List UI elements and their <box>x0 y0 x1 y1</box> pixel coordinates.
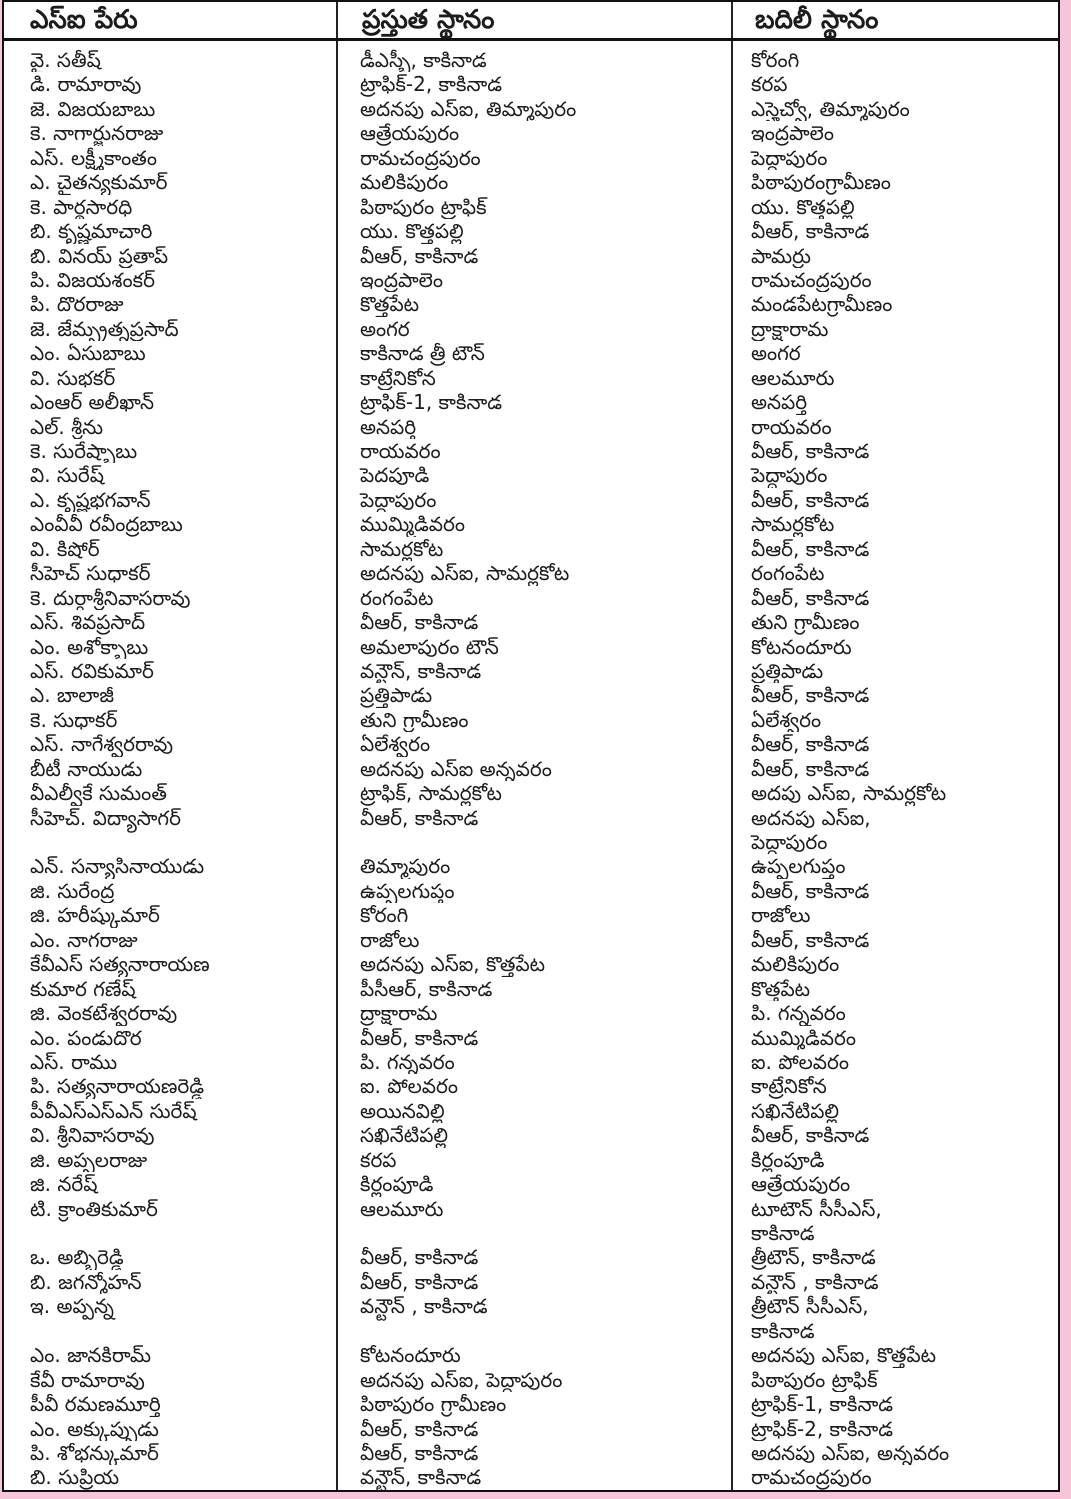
new-post-cell: అదనపు ఎస్ఐ, అన్నవరం <box>751 1440 950 1465</box>
new-post-cell: ప్రత్తిపాడు <box>751 658 824 683</box>
current-post-cell: కాట్రేనికోన <box>360 365 436 390</box>
new-post-cell: తుని గ్రామీణం <box>751 610 860 635</box>
current-post-cell: ట్రాఫిక్, సామర్లకోట <box>360 781 502 806</box>
table-row <box>4 1026 1058 1050</box>
current-post-cell: వీఆర్, కాకినాడ <box>360 1025 479 1050</box>
table-row <box>4 1368 1058 1392</box>
new-post-cell: త్రీటౌన్ సీసీఎస్, కాకినాడ <box>751 1294 869 1343</box>
si-name-cell: ఎస్. శివప్రసాద్ <box>30 610 146 635</box>
current-post-cell: ఆత్రేయపురం <box>360 121 460 146</box>
si-name-cell: కె. దుర్గాశ్రీనివాసరావు <box>30 585 191 610</box>
current-post-cell: పిఠాపురం గ్రామీణం <box>360 1392 507 1417</box>
new-post-cell: పిఠాపురంగ్రామీణం <box>751 170 891 195</box>
current-post-cell: యు. కొత్తపల్లి <box>360 219 464 244</box>
si-name-cell: ఎం. అశోక్బాబు <box>30 634 149 659</box>
si-name-cell: వి. కిషోర్ <box>30 536 100 561</box>
current-post-cell: సామర్లకోట <box>360 536 444 561</box>
new-post-cell: ఐ. పోలవరం <box>751 1049 850 1074</box>
new-post-cell: మండపేటగ్రామీణం <box>751 292 893 317</box>
table-row <box>4 1441 1058 1465</box>
table-row <box>4 366 1058 390</box>
current-post-cell: అమలాపురం టౌన్ <box>360 634 499 659</box>
table-row <box>4 244 1058 268</box>
si-name-cell: పి. విజయశంకర్ <box>30 267 155 292</box>
new-post-cell: పిఠాపురం ట్రాఫిక్ <box>751 1367 878 1392</box>
new-post-cell: అదనపు ఎస్ఐ, పెద్దాపురం <box>751 805 871 854</box>
si-name-cell: జి. హరీష్కుమార్ <box>30 903 160 928</box>
current-post-cell: డీఎస్బీ, కాకినాడ <box>360 48 487 72</box>
table-row <box>4 1099 1058 1123</box>
current-post-cell: వీఆర్, కాకినాడ <box>360 1245 479 1270</box>
new-post-cell: వీఆర్, కాకినాడ <box>751 536 870 561</box>
si-name-cell: బి. కృష్ణమాచారి <box>30 219 153 244</box>
new-post-cell: వీఆర్, కాకినాడ <box>751 756 870 781</box>
current-post-cell: కరప <box>360 1147 397 1172</box>
new-post-cell: పి. గన్నవరం <box>751 1001 846 1026</box>
table-row <box>4 341 1058 365</box>
si-name-cell: ఎం. పండుదొర <box>30 1025 142 1050</box>
table-row <box>4 1148 1058 1172</box>
si-name-cell: ఎ. చైతన్యకుమార్ <box>30 170 168 195</box>
current-post-cell: రాజోలు <box>360 927 420 952</box>
table-row <box>4 903 1058 927</box>
si-name-cell: ఎస్. రవికుమార్ <box>30 658 154 683</box>
table-body <box>4 48 1058 1490</box>
table-row <box>4 415 1058 439</box>
si-name-cell: ఎల్. శ్రీను <box>30 414 104 439</box>
current-post-cell: రామచంద్రపురం <box>360 145 481 170</box>
current-post-cell: ట్రాఫిక్-1, కాకినాడ <box>360 390 503 415</box>
current-post-cell: వీఆర్, కాకినాడ <box>360 1416 479 1441</box>
current-post-cell: పెద్దాపురం <box>360 487 437 512</box>
si-name-cell: కె. సుధాకర్ <box>30 707 118 732</box>
new-post-cell: ట్రాఫిక్-2, కాకినాడ <box>751 1416 894 1441</box>
si-name-cell: కేవీ రామారావు <box>30 1367 145 1392</box>
table-row <box>4 1172 1058 1196</box>
si-name-cell: ఎం. జానకిరామ్ <box>30 1343 152 1368</box>
table-row <box>4 806 1058 855</box>
table-row <box>4 1343 1058 1367</box>
si-name-cell: పీవీ రమణమూర్తి <box>30 1392 161 1417</box>
current-post-cell: కోరంగి <box>360 903 409 928</box>
table-row <box>4 1245 1058 1269</box>
si-name-cell: ఎస్. నాగేశ్వరరావు <box>30 732 174 757</box>
new-post-cell: ఉప్పలగుప్తం <box>751 854 846 879</box>
current-post-cell: అదనపు ఎస్ఐ, కొత్తపేట <box>360 952 546 977</box>
table-row <box>4 537 1058 561</box>
table-row <box>4 121 1058 145</box>
new-post-cell: యు. కొత్తపల్లి <box>751 194 855 219</box>
current-post-cell: పి. గన్నవరం <box>360 1049 455 1074</box>
table-row <box>4 561 1058 585</box>
si-name-cell: ఎం. అక్కుప్పుడు <box>30 1416 159 1441</box>
new-post-cell: ఏలేశ్వరం <box>751 707 822 732</box>
table-row <box>4 439 1058 463</box>
table-row <box>4 1197 1058 1246</box>
new-post-cell: పెద్దాపురం <box>751 463 828 488</box>
new-post-cell: వన్టౌన్ , కాకినాడ <box>751 1269 879 1294</box>
new-post-cell: పెద్దాపురం <box>751 145 828 170</box>
new-post-cell: అంగర <box>751 341 801 366</box>
si-name-cell: ఎంఆర్ అలీఖాన్ <box>30 390 155 415</box>
current-post-cell: కొత్తపేట <box>360 292 420 317</box>
si-name-cell: వి. శ్రీనివాసరావు <box>30 1123 155 1148</box>
transfer-table <box>2 0 1060 1492</box>
table-row <box>4 219 1058 243</box>
new-post-cell: త్రీటౌన్, కాకినాడ <box>751 1245 876 1270</box>
new-post-cell: వీఆర్, కాకినాడ <box>751 927 870 952</box>
new-post-cell: కోరంగి <box>751 48 800 72</box>
table-row <box>4 952 1058 976</box>
new-post-cell: రాజోలు <box>751 903 811 928</box>
new-post-cell: ముమ్మిడివరం <box>751 1025 856 1050</box>
current-post-cell: రాయవరం <box>360 439 441 463</box>
new-post-cell: రంగంపేట <box>751 561 825 586</box>
current-post-cell: ఐ. పోలవరం <box>360 1074 459 1099</box>
si-name-cell: ఎంవీవీ రవీంద్రబాబు <box>30 512 183 537</box>
table-row <box>4 1392 1058 1416</box>
current-post-cell: తుని గ్రామీణం <box>360 707 469 732</box>
table-row <box>4 659 1058 683</box>
current-post-cell: ఉప్పలగుప్తం <box>360 878 455 903</box>
si-name-cell: జి. వెంకటేశ్వరరావు <box>30 1001 178 1026</box>
si-name-cell: టి. క్రాంతికుమార్ <box>30 1196 158 1221</box>
table-row <box>4 1270 1058 1294</box>
table-row <box>4 170 1058 194</box>
current-post-cell: అదనపు ఎస్ఐ, పెద్దాపురం <box>360 1367 563 1392</box>
current-post-cell: అయినవిల్లి <box>360 1098 445 1123</box>
new-post-cell: ఆత్రేయపురం <box>751 1172 851 1197</box>
new-post-cell: కరప <box>751 72 788 97</box>
table-row <box>4 708 1058 732</box>
si-name-cell: బి. సుప్రియ <box>30 1465 120 1490</box>
new-post-cell: వీఆర్, కాకినాడ <box>751 878 870 903</box>
si-name-cell: ఎం. నాగరాజు <box>30 927 138 952</box>
current-post-cell: కోటనందూరు <box>360 1343 461 1368</box>
header-si-name: ఎస్ఐ పేరు <box>30 5 138 35</box>
current-post-cell: ముమ్మిడివరం <box>360 512 465 537</box>
table-row <box>4 292 1058 316</box>
table-row <box>4 268 1058 292</box>
new-post-cell: వీఆర్, కాకినాడ <box>751 585 870 610</box>
table-row <box>4 463 1058 487</box>
si-name-cell: జి. నరేష్ <box>30 1172 98 1197</box>
new-post-cell: రాయవరం <box>751 414 832 439</box>
si-name-cell: బీటీ నాయుడు <box>30 756 143 781</box>
si-name-cell: సీహెచ్ సుధాకర్ <box>30 561 151 586</box>
si-name-cell: జి. అప్పలరాజు <box>30 1147 148 1172</box>
table-row <box>4 72 1058 96</box>
current-post-cell: వీఆర్, కాకినాడ <box>360 243 479 268</box>
current-post-cell: పెదపూడి <box>360 463 430 488</box>
new-post-cell: సామర్లకోట <box>751 512 835 537</box>
si-name-cell: పి. దొరరాజు <box>30 292 124 317</box>
si-name-cell: వీఎల్వీకే సుమంత్ <box>30 781 167 806</box>
current-post-cell: ఆలమూరు <box>360 1196 444 1221</box>
si-name-cell: కె. పార్థసారధి <box>30 194 133 219</box>
table-row <box>4 977 1058 1001</box>
si-name-cell: కేవీఎస్ సత్యనారాయణ <box>30 952 210 977</box>
current-post-cell: వీఆర్, కాకినాడ <box>360 1440 479 1465</box>
current-post-cell: కాకినాడ త్రీ టౌన్ <box>360 341 485 366</box>
si-name-cell: జె. విజయబాబు <box>30 96 156 121</box>
table-row <box>4 854 1058 878</box>
si-name-cell: పి. సత్యనారాయణరెడ్డి <box>30 1074 205 1099</box>
current-post-cell: ఏలేశ్వరం <box>360 732 431 757</box>
current-post-cell: పిఠాపురం ట్రాఫిక్ <box>360 194 487 219</box>
new-post-cell: ట్రాఫిక్-1, కాకినాడ <box>751 1392 894 1417</box>
table-row <box>4 732 1058 756</box>
new-post-cell: కిర్లంపూడి <box>751 1147 825 1172</box>
si-name-cell: ఎస్. లక్ష్మీకాంతం <box>30 145 157 170</box>
si-name-cell: కుమార గణేష్ <box>30 976 136 1001</box>
si-name-cell: సీహెచ్. విద్యాసాగర్ <box>30 805 181 830</box>
new-post-cell: సఖినేటిపల్లి <box>751 1098 840 1123</box>
table-row <box>4 1074 1058 1098</box>
si-name-cell: ఎన్. సన్యాసినాయుడు <box>30 854 205 879</box>
current-post-cell: సఖినేటిపల్లి <box>360 1123 449 1148</box>
table-row <box>4 390 1058 414</box>
current-post-cell: వీఆర్, కాకినాడ <box>360 610 479 635</box>
new-post-cell: రామచంద్రపురం <box>751 267 872 292</box>
table-row <box>4 928 1058 952</box>
table-row <box>4 586 1058 610</box>
new-post-cell: మలికిపురం <box>751 952 840 977</box>
new-post-cell: కాట్రేనికోన <box>751 1074 827 1099</box>
table-row <box>4 97 1058 121</box>
current-post-cell: వీఆర్, కాకినాడ <box>360 1269 479 1294</box>
table-row <box>4 48 1058 72</box>
si-name-cell: ఎ. బాలాజీ <box>30 683 114 708</box>
table-row <box>4 1050 1058 1074</box>
si-name-cell: కె. సురేష్బాబు <box>30 439 138 463</box>
table-row <box>4 635 1058 659</box>
new-post-cell: ఇంద్రపాలెం <box>751 121 834 146</box>
si-name-cell: బి. జగన్మోహన్ <box>30 1269 142 1294</box>
table-row <box>4 610 1058 634</box>
table-row <box>4 488 1058 512</box>
current-post-cell: ట్రాఫిక్-2, కాకినాడ <box>360 72 503 97</box>
si-name-cell: పి. శోభన్కుమార్ <box>30 1440 159 1465</box>
si-name-cell: కె. నాగార్జునరాజు <box>30 121 164 146</box>
current-post-cell: ఇంద్రపాలెం <box>360 267 443 292</box>
si-name-cell: వి. సుభకర్ <box>30 365 116 390</box>
new-post-cell: ద్రాక్షారామ <box>751 316 829 341</box>
new-post-cell: అదనపు ఎస్ఐ, కొత్తపేట <box>751 1343 937 1368</box>
current-post-cell: అంగర <box>360 316 410 341</box>
current-post-cell: వన్టౌన్, కాకినాడ <box>360 658 482 683</box>
header-new-post: బదిలీ స్థానం <box>755 5 879 35</box>
table-row <box>4 512 1058 536</box>
new-post-cell: వీఆర్, కాకినాడ <box>751 683 870 708</box>
current-post-cell: పీసీఆర్, కాకినాడ <box>360 976 493 1001</box>
si-name-cell: జి. సురేంద్ర <box>30 878 115 903</box>
si-name-cell: బి. వినయ్ ప్రతాప్ <box>30 243 169 268</box>
table-row <box>4 146 1058 170</box>
table-row <box>4 1123 1058 1147</box>
current-post-cell: అదనపు ఎస్ఐ, సామర్లకోట <box>360 561 570 586</box>
si-name-cell: ఒ. అబ్బిరెడ్డి <box>30 1245 124 1270</box>
current-post-cell: వన్టౌన్ , కాకినాడ <box>360 1294 488 1319</box>
new-post-cell: కొత్తపేట <box>751 976 811 1001</box>
new-post-cell: ఎస్హెచ్వో, తిమ్మాపురం <box>751 96 910 121</box>
table-row <box>4 1294 1058 1343</box>
new-post-cell: వీఆర్, కాకినాడ <box>751 487 870 512</box>
current-post-cell: అదనపు ఎస్ఐ, తిమ్మాపురం <box>360 96 577 121</box>
current-post-cell: మలికిపురం <box>360 170 449 195</box>
new-post-cell: టూటౌన్ సీసీఎస్, కాకినాడ <box>751 1196 882 1245</box>
new-post-cell: ఆలమూరు <box>751 365 835 390</box>
table-row <box>4 195 1058 219</box>
new-post-cell: వీఆర్, కాకినాడ <box>751 439 870 463</box>
current-post-cell: కిర్లంపూడి <box>360 1172 434 1197</box>
si-name-cell: ఎ. కృష్ణభగవాన్ <box>30 487 151 512</box>
si-name-cell: ఎస్. రాము <box>30 1049 118 1074</box>
new-post-cell: వీఆర్, కాకినాడ <box>751 1123 870 1148</box>
si-name-cell: పీవీఎస్ఎస్ఎన్ సురేష్ <box>30 1098 197 1123</box>
si-name-cell: వై. సతీష్ <box>30 48 101 72</box>
si-name-cell: డి. రామారావు <box>30 72 142 97</box>
table-row <box>4 879 1058 903</box>
new-post-cell: వీఆర్, కాకినాడ <box>751 219 870 244</box>
current-post-cell: ప్రత్తిపాడు <box>360 683 433 708</box>
current-post-cell: రంగంపేట <box>360 585 434 610</box>
si-name-cell: ఇ. అప్పన్న <box>30 1294 114 1319</box>
table-row <box>4 781 1058 805</box>
new-post-cell: పామర్రు <box>751 243 811 268</box>
si-name-cell: వి. సురేష్ <box>30 463 105 488</box>
header-current-post: ప్రస్తుత స్థానం <box>362 5 495 35</box>
new-post-cell: అనపర్తి <box>751 390 808 415</box>
table-row <box>4 757 1058 781</box>
new-post-cell: అదపు ఎస్ఐ, సామర్లకోట <box>751 781 947 806</box>
current-post-cell: అదనపు ఎస్ఐ అన్నవరం <box>360 756 552 781</box>
table-row <box>4 317 1058 341</box>
current-post-cell: తిమ్మాపురం <box>360 854 451 879</box>
current-post-cell: వన్టౌన్, కాకినాడ <box>360 1465 482 1490</box>
current-post-cell: వీఆర్, కాకినాడ <box>360 805 479 830</box>
current-post-cell: అనపర్తి <box>360 414 417 439</box>
current-post-cell: ద్రాక్షారామ <box>360 1001 438 1026</box>
si-name-cell: జె. జేమ్స్రత్నప్రసాద్ <box>30 316 179 341</box>
table-row <box>4 1417 1058 1441</box>
new-post-cell: కోటనందూరు <box>751 634 852 659</box>
table-row <box>4 1001 1058 1025</box>
table-row <box>4 1465 1058 1489</box>
table-header <box>4 2 1058 41</box>
new-post-cell: వీఆర్, కాకినాడ <box>751 732 870 757</box>
new-post-cell: రామచంద్రపురం <box>751 1465 872 1490</box>
si-name-cell: ఎం. ఏసుబాబు <box>30 341 146 366</box>
table-row <box>4 683 1058 707</box>
